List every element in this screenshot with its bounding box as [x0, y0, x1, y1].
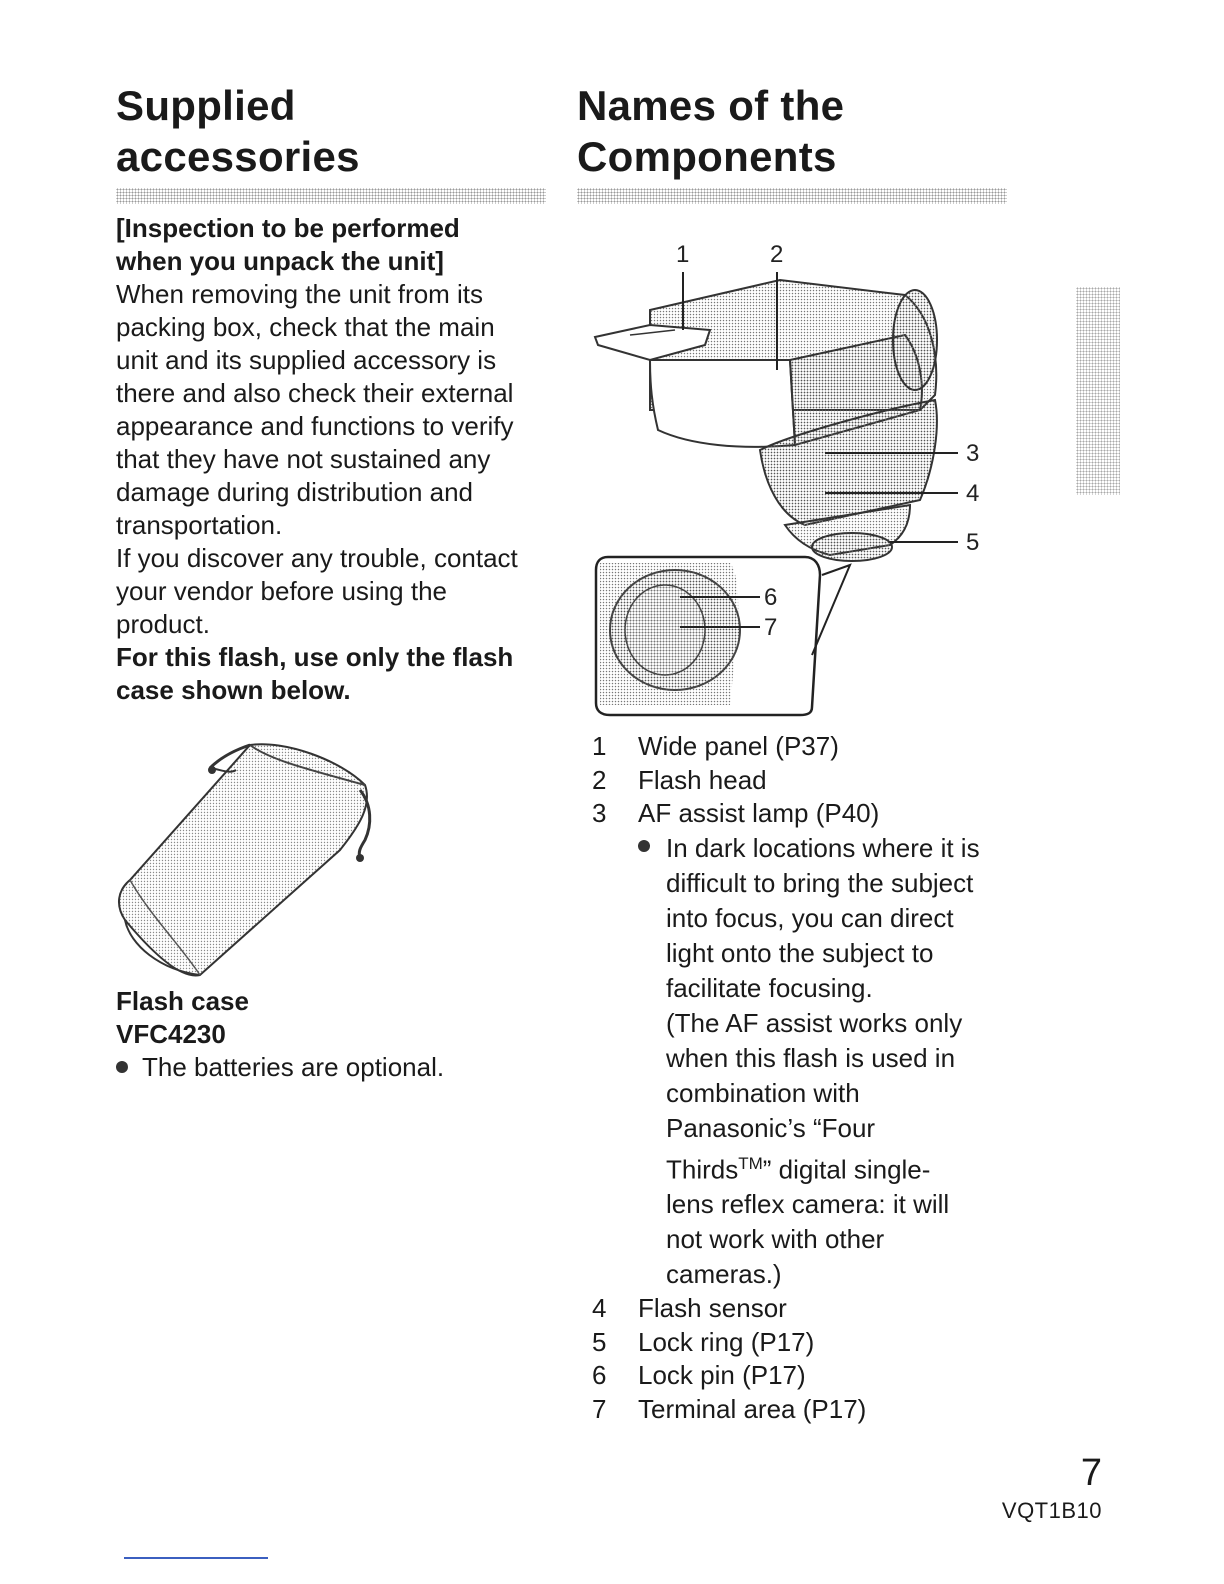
text-fragment: ” digital single-	[762, 1154, 931, 1185]
bottom-rule	[124, 1557, 268, 1559]
text-line: Panasonic’s “Four	[666, 1112, 876, 1143]
text-line: For this flash, use only the flash	[116, 642, 514, 672]
heading-dotted-rule	[577, 188, 1007, 204]
text-line: [Inspection to be performed	[116, 213, 460, 243]
item-label: Flash sensor	[638, 1293, 787, 1324]
heading-line: Supplied	[116, 82, 296, 129]
components-section	[577, 80, 1007, 204]
flash-case-code: VFC4230	[116, 1019, 226, 1049]
text-line: when you unpack the unit]	[116, 246, 444, 276]
supplied-accessories-section	[116, 80, 546, 707]
note-text: The batteries are optional.	[142, 1052, 445, 1082]
item-number: 5	[592, 1326, 607, 1357]
components-list	[592, 730, 1012, 1426]
item-number: 3	[592, 798, 607, 828]
text-line: when this flash is used in	[666, 1042, 956, 1073]
text-line: packing box, check that the main	[116, 312, 495, 342]
flash-case-name: Flash case	[116, 986, 249, 1016]
item-label: Lock ring (P17)	[638, 1326, 815, 1357]
callout-6: 6	[764, 584, 778, 611]
callout-7: 7	[764, 614, 778, 641]
list-item	[592, 1326, 1012, 1360]
text-line: into focus, you can direct	[666, 902, 954, 933]
item-label: AF assist lamp (P40)	[638, 798, 880, 828]
heading-dotted-rule	[116, 188, 546, 204]
section-heading-supplied-accessories	[116, 80, 546, 182]
text-line: facilitate focusing.	[666, 972, 873, 1003]
text-line: not work with other	[666, 1224, 885, 1255]
flash-case-illustration	[110, 730, 390, 980]
text-line	[666, 1146, 980, 1188]
item-number: 4	[592, 1293, 607, 1324]
text-line: If you discover any trouble, contact	[116, 543, 518, 573]
list-item	[592, 764, 1012, 798]
callout-1: 1	[676, 241, 690, 268]
item-number: 7	[592, 1393, 607, 1424]
inspection-title	[116, 212, 546, 278]
af-assist-note	[638, 831, 1012, 1293]
heading-line: Components	[577, 133, 837, 180]
inspection-body	[116, 278, 546, 641]
text-line: light onto the subject to	[666, 937, 934, 968]
item-label: Lock pin (P17)	[638, 1360, 806, 1391]
item-number: 2	[592, 764, 607, 795]
chapter-side-tab	[1076, 287, 1120, 495]
text-line: combination with	[666, 1077, 860, 1108]
item-label: Terminal area (P17)	[638, 1393, 867, 1424]
inspection-text	[116, 212, 546, 707]
list-item	[592, 1359, 1012, 1393]
heading-line: accessories	[116, 133, 360, 180]
text-line: In dark locations where it is	[666, 832, 980, 863]
text-line: appearance and functions to verify	[116, 411, 514, 441]
callout-4: 4	[966, 480, 980, 507]
text-line: lens reflex camera: it will	[666, 1189, 950, 1220]
item-label: Wide panel (P37)	[638, 731, 839, 761]
text-line: (The AF assist works only	[666, 1007, 963, 1038]
flash-case-caption	[116, 985, 444, 1084]
batteries-note	[116, 1051, 444, 1084]
heading-line: Names of the	[577, 82, 845, 129]
text-line: product.	[116, 609, 210, 639]
document-code: VQT1B10	[1001, 1498, 1102, 1523]
text-fragment: Thirds	[666, 1154, 739, 1185]
text-line: unit and its supplied accessory is	[116, 345, 497, 375]
text-line: your vendor before using the	[116, 576, 447, 606]
text-line: cameras.)	[666, 1259, 782, 1290]
trademark-superscript: TM	[738, 1153, 763, 1173]
callout-5: 5	[966, 529, 980, 556]
bullet-icon	[638, 840, 650, 852]
list-item	[592, 1393, 1012, 1427]
bullet-icon	[116, 1061, 128, 1073]
text-line: case shown below.	[116, 675, 351, 705]
item-number: 6	[592, 1360, 607, 1391]
callout-3: 3	[966, 440, 980, 467]
flash-unit-diagram	[590, 235, 1010, 725]
text-line: damage during distribution and	[116, 477, 474, 507]
item-number: 1	[592, 731, 607, 761]
list-item	[592, 730, 1012, 764]
list-item	[592, 797, 1012, 831]
page-number: 7	[1080, 1452, 1102, 1494]
text-line: there and also check their external	[116, 378, 514, 408]
text-line: difficult to bring the subject	[666, 867, 974, 898]
item-label: Flash head	[638, 764, 767, 795]
flash-case-warning	[116, 641, 546, 707]
callout-2: 2	[770, 241, 784, 268]
text-line: When removing the unit from its	[116, 279, 484, 309]
section-heading-components	[577, 80, 1007, 182]
text-line: that they have not sustained any	[116, 444, 491, 474]
list-item	[592, 1292, 1012, 1326]
text-line: transportation.	[116, 510, 283, 540]
